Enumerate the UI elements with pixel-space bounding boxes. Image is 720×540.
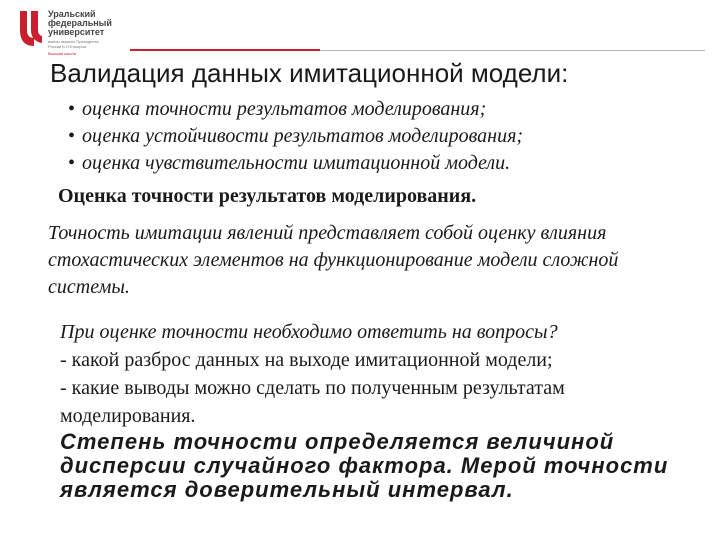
bullet-item: • оценка устойчивости результатов моделирования; (68, 125, 524, 147)
header-rule-accent (130, 49, 320, 51)
bullet-item: • оценка точности результатов моделирования; (68, 98, 487, 120)
bullet-dot-icon: • (68, 98, 76, 120)
header-rule (320, 50, 705, 51)
university-logo (18, 8, 128, 56)
logo-text-line3: университет (48, 27, 105, 37)
bullet-dot-icon: • (68, 125, 76, 147)
definition-paragraph: Точность имитации явлений представляет собой оценку влияния стохастических элементов на функционирование модели сложной системы. (48, 222, 619, 298)
bullet-list (68, 96, 523, 177)
slide-title: Валидация данных имитационной модели: (50, 58, 569, 88)
conclusion-paragraph: Степень точности определяется величиной дисперсии случайного фактора. Мерой точности является доверительный интервал. (60, 429, 669, 502)
logo-text-line2: федеральный (48, 18, 112, 28)
questions-intro: При оценке точности необходимо ответить на вопросы? (60, 321, 558, 343)
bullet-item: • оценка чувствительности имитационной модели. (68, 152, 511, 174)
logo-mark-icon (18, 8, 44, 52)
logo-tagline-3: Высшая школа (48, 51, 76, 56)
logo-tagline-1: имени первого Президента (48, 39, 99, 44)
logo-text-line1: Уральский (48, 9, 96, 19)
questions-paragraph (60, 318, 700, 430)
question-item: - какой разброс данных на выходе имитационной модели; (60, 349, 553, 371)
question-item: - какие выводы можно сделать по полученным результатам моделирования. (60, 377, 565, 427)
section-heading: Оценка точности результатов моделирования. (58, 185, 477, 207)
bullet-dot-icon: • (68, 152, 76, 174)
logo-tagline-2: России Б.Н.Ельцина (48, 44, 87, 49)
